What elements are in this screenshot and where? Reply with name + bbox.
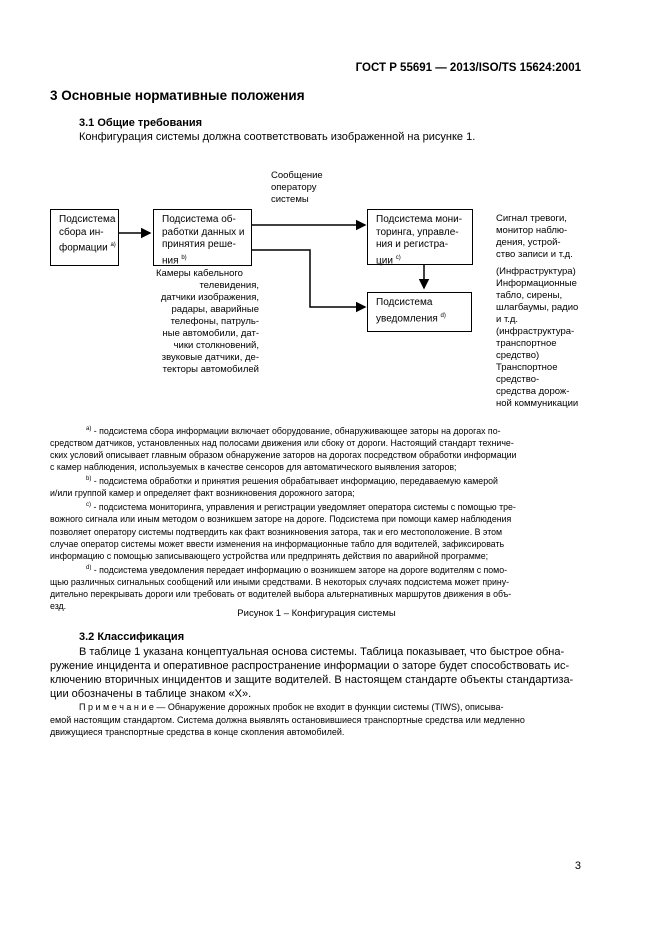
alarm-devices-text: Сигнал тревоги, монитор наблю- дения, устрой- ство записи и т.д. xyxy=(496,213,573,260)
subsection-title-classification: 3.2 Классификация xyxy=(79,631,185,643)
subsection-title-general: 3.1 Общие требования xyxy=(79,117,203,129)
document-header: ГОСТ Р 55691 — 2013/ISO/TS 15624:2001 xyxy=(355,62,581,74)
classification-text: В таблице 1 указана концептуальная основа системы. Таблица показывает, что быстрое обна- ружение инцидента и оперативное распространение информации о заторе будет способствовать ис- ключению вторичных инцидентов и защите водителей. В настоящем стандарте объекты стандартиза- ции обозначены в таблице знаком «X». xyxy=(50,646,574,700)
box-monitoring-subsystem: Подсистема мони- торинга, управле- ния и регистра- ции $^{c)}$ xyxy=(367,209,473,265)
figure-caption: Рисунок 1 – Конфигурация системы xyxy=(237,608,396,619)
infrastructure-text: (Инфраструктура) Информационные табло, сирены, шлагбаумы, радио и т.д. (инфраструктура- транспортное средство) Транспортное средство- средства дорож- ной коммуникации xyxy=(496,266,579,409)
system-diagram xyxy=(0,0,661,420)
general-requirements-text: Конфигурация системы должна соответствовать изображенной на рисунке 1. xyxy=(79,131,476,143)
arrow-process-to-notify xyxy=(252,250,365,307)
box-notification-subsystem: Подсистема уведомления $^{d)}$ xyxy=(367,292,472,332)
footnote-d: $^{d)}$ - подсистема уведомления передает информацию о возникшем заторе на дороге водителям с помо- щью различных сигнальных сообщений или иными средствами. В некоторых случаях подсистема может прину- дительно перекрывать дороги или требовать от водителей выбора альтернативных маршрутов движения в объ- езд. xyxy=(50,564,512,611)
sensors-list: Камеры кабельного телевидения, датчики изображения, радары, аварийные телефоны, патруль- ные автомобили, дат- чики столкновений, звуковые датчики, де- текторы автомобилей xyxy=(156,268,259,375)
box-collection-subsystem: Подсистема сбора ин- формации $^{a)}$ xyxy=(50,209,119,266)
footnote-c: $^{c)}$ - подсистема мониторинга, управления и регистрации уведомляет оператора системы с помощью тре- вожного сигнала или иным методом о возникшем заторе на дороге. Подсистема при помощи камер наблюдения позволяет оператору системы подтвердить как факт возникновения затора, так и его местоположение. В этом случае оператор системы может ввести изменения на информационные табло для водителей, зафиксировать информацию с помощью записывающего устройства или предпринять действия по аварийной программе; xyxy=(50,502,516,561)
footnote-a: $^{a)}$ - подсистема сбора информации включает оборудование, обнаруживающее заторы на дорогах по- средством датчиков, установленных над полосами движения или сбоку от дороги. Настоящий стандарт техниче- ских условий описывает главным образом обнаружение заторов на дорогах посредством обработки информации с камер наблюдения, используемых в качестве сенсоров для автоматического выявления заторов; xyxy=(50,425,517,473)
diagram-footnotes xyxy=(50,423,583,612)
operator-message-label: Сообщение оператору системы xyxy=(271,170,323,205)
footnote-b: $^{b)}$ - подсистема обработки и принятия решения обрабатывает информацию, передаваемую камерой и/или группой камер и определяет факт возникновения дорожного затора; xyxy=(50,476,498,499)
classification-note: П р и м е ч а н и е — Обнаружение дорожных пробок не входит в функции системы (TIWS), описыва- емой настоящим стандартом. Система должна выявлять остановившиеся транспортные средства или медленно движущиеся транспортные средства в конце скопления автомобилей. xyxy=(50,702,525,737)
section-title: 3 Основные нормативные положения xyxy=(50,88,305,103)
page-number: 3 xyxy=(574,860,581,872)
box-processing-subsystem: Подсистема об- работки данных и принятия реше- ния $^{b)}$ xyxy=(153,209,252,266)
